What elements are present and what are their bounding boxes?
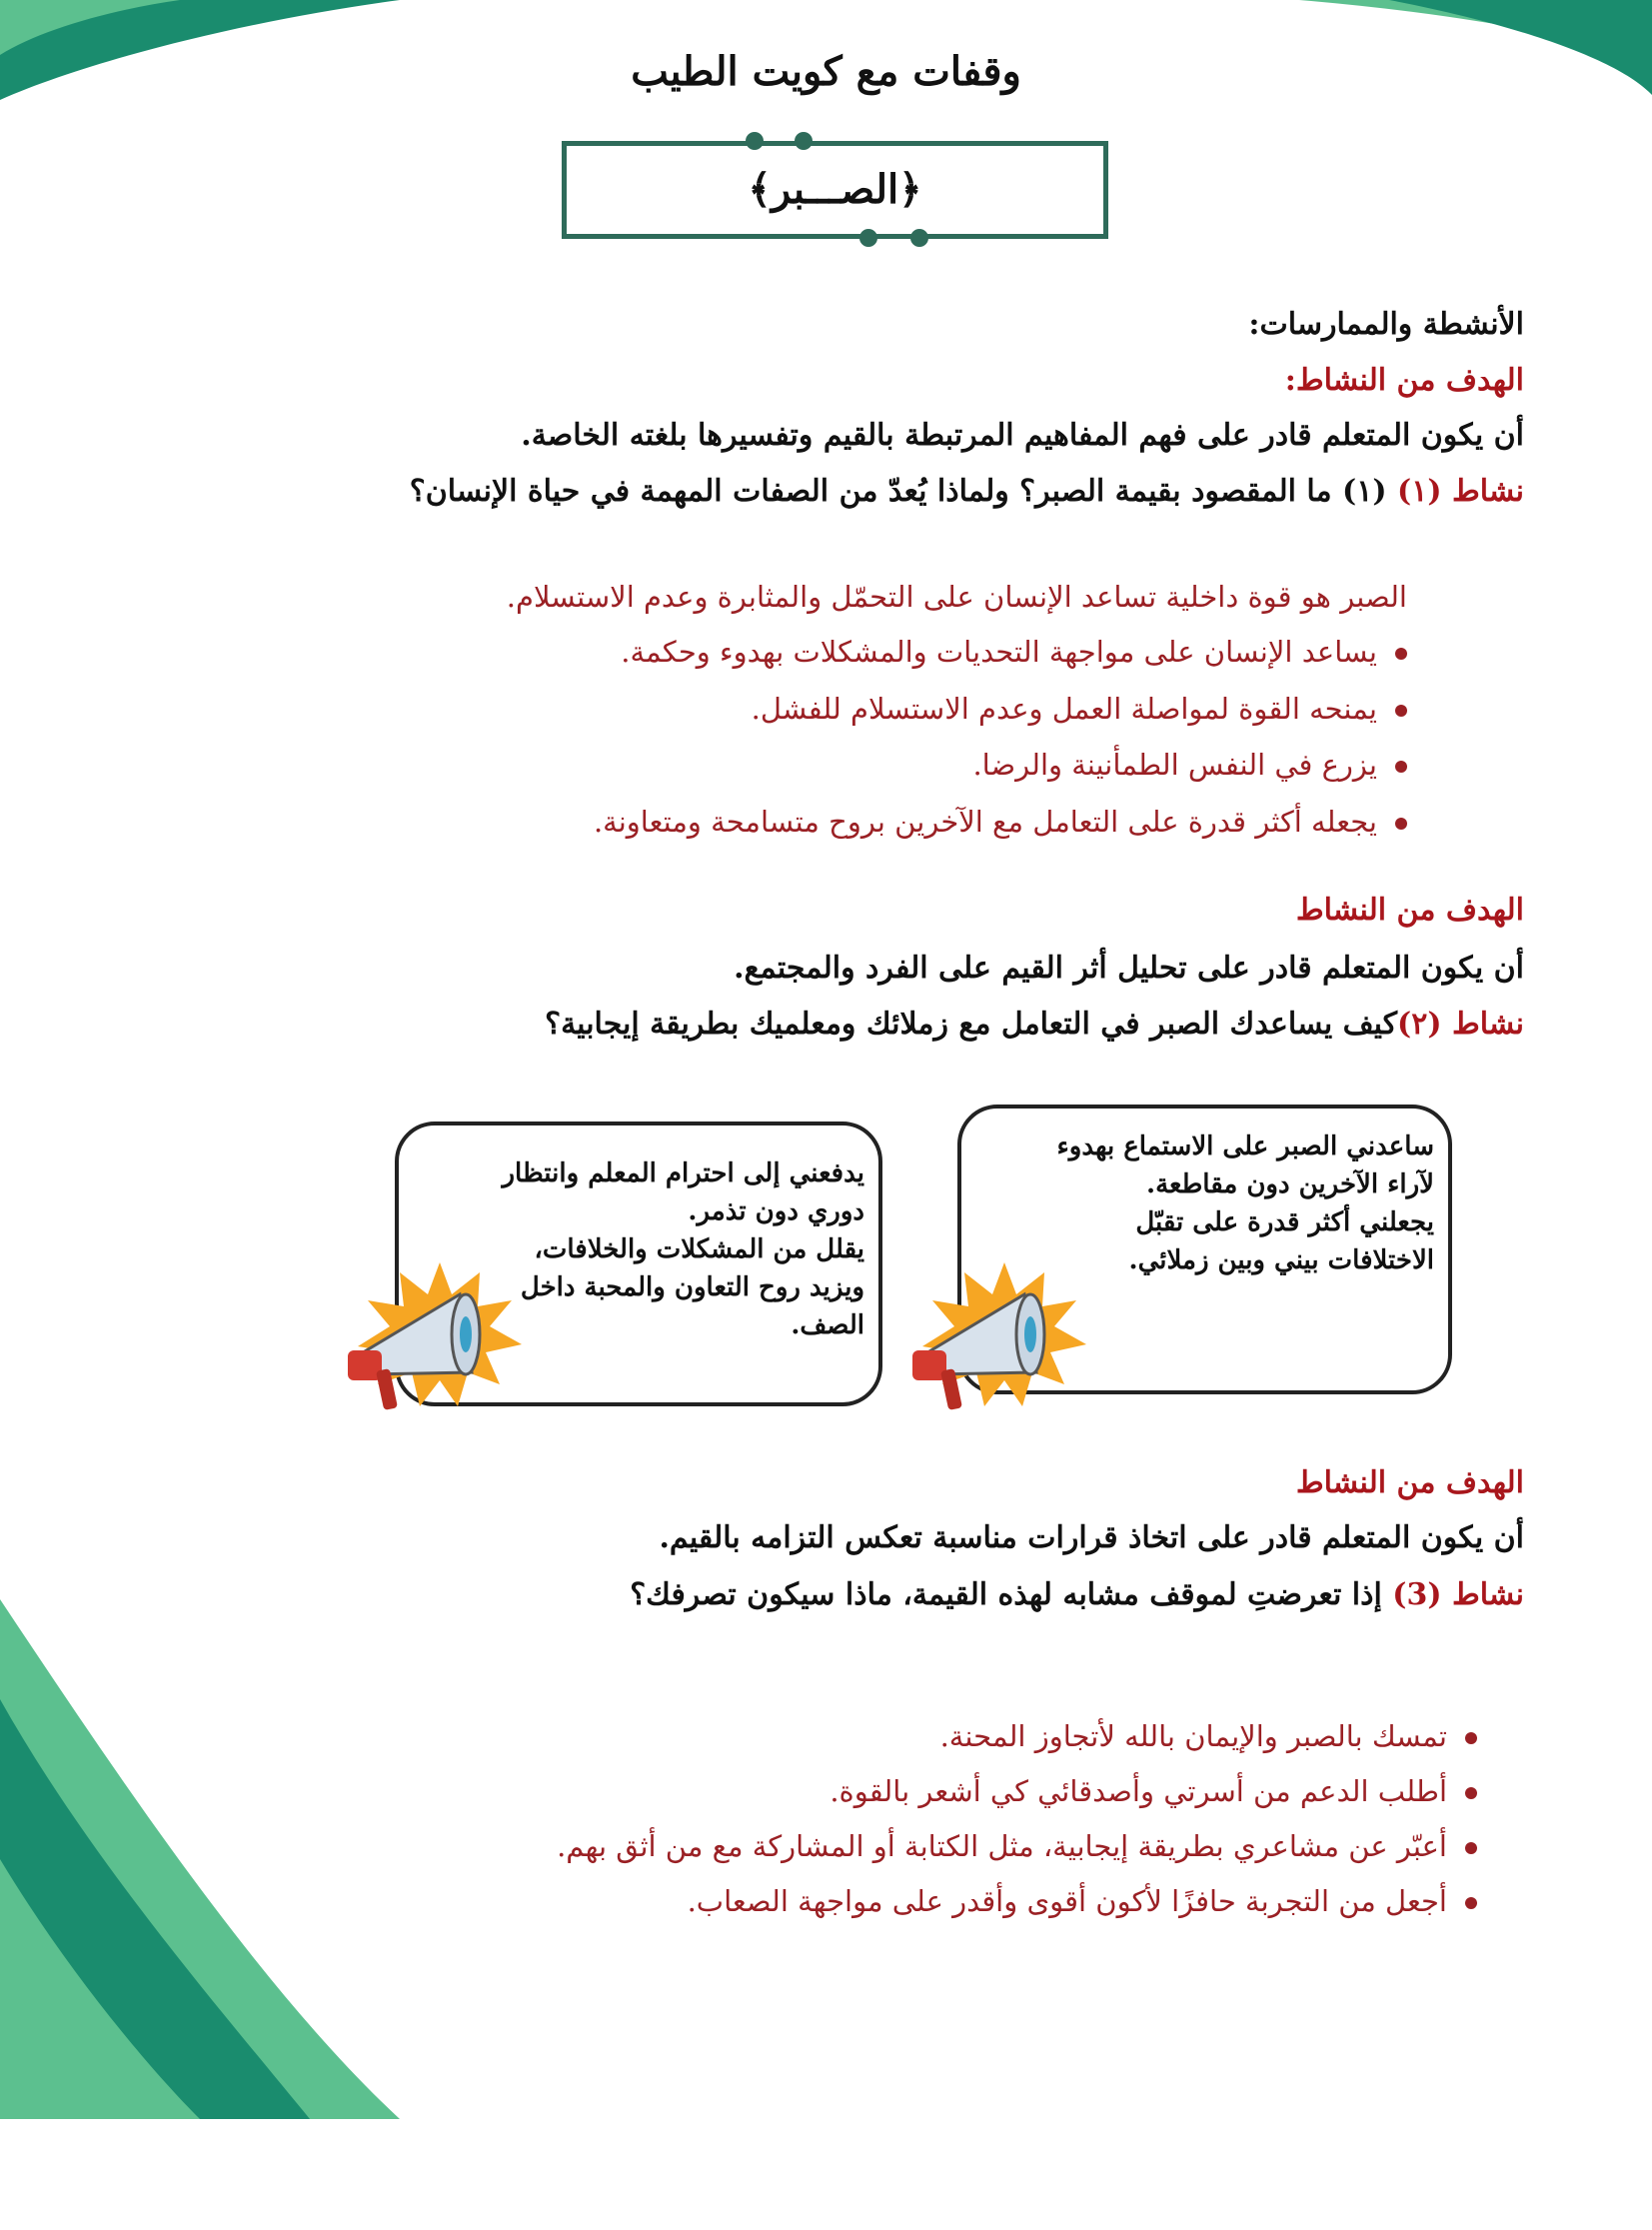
- bullet-icon: [1395, 648, 1407, 660]
- bullet-icon: [1465, 1732, 1477, 1744]
- activity-question: [125, 474, 1524, 509]
- bullet-icon: [1465, 1897, 1477, 1909]
- frame-dot: [795, 132, 813, 150]
- activity-text: إذا تعرضتِ لموقف مشابه لهذه القيمة، ماذا سيكون تصرفك؟: [630, 1577, 1393, 1612]
- activity-label: نشاط (١): [1397, 474, 1524, 509]
- section-heading: الأنشطة والممارسات:: [1248, 307, 1524, 342]
- answer-intro: الصبر هو قوة داخلية تساعد الإنسان على التحمّل والمثابرة وعدم الاستسلام.: [506, 580, 1407, 614]
- list-item: أعبّر عن مشاعري بطريقة إيجابية، مثل الكتابة أو المشاركة مع من أثق بهم.: [557, 1829, 1477, 1863]
- activity-label: نشاط (٢): [1397, 1007, 1524, 1042]
- megaphone-icon: [340, 1254, 540, 1414]
- activity-text: (١) ما المقصود بقيمة الصبر؟ ولماذا يُعدّ من الصفات المهمة في حياة الإنسان؟: [409, 474, 1398, 509]
- goal-text: أن يكون المتعلم قادر على فهم المفاهيم المرتبطة بالقيم وتفسيرها بلغته الخاصة.: [521, 418, 1524, 453]
- list-item: تمسك بالصبر والإيمان بالله لأتجاوز المحنة.: [940, 1719, 1477, 1753]
- page-title: وقفات مع كويت الطيب: [631, 48, 1021, 95]
- list-item: أطلب الدعم من أسرتي وأصدقائي كي أشعر بالقوة.: [829, 1774, 1477, 1808]
- activity-text: كيف يساعدك الصبر في التعامل مع زملائك ومعلميك بطريقة إيجابية؟: [545, 1007, 1398, 1042]
- goal-label: الهدف من النشاط:: [1284, 363, 1524, 398]
- list-item: يساعد الإنسان على مواجهة التحديات والمشكلات بهدوء وحكمة.: [621, 635, 1407, 669]
- activity-label: نشاط (3): [1392, 1577, 1524, 1612]
- list-item: يجعله أكثر قدرة على التعامل مع الآخرين بروح متسامحة ومتعاونة.: [594, 805, 1407, 839]
- goal-text: أن يكون المتعلم قادر على اتخاذ قرارات مناسبة تعكس التزامه بالقيم.: [659, 1520, 1524, 1555]
- activity-question: [125, 1007, 1524, 1042]
- goal-text: أن يكون المتعلم قادر على تحليل أثر القيم على الفرد والمجتمع.: [734, 951, 1524, 986]
- bullet-icon: [1465, 1842, 1477, 1854]
- frame-dot: [746, 132, 764, 150]
- list-item: أجعل من التجربة حافزًا لأكون أقوى وأقدر على مواجهة الصعاب.: [688, 1884, 1477, 1918]
- bullet-icon: [1395, 705, 1407, 717]
- activity-question: [125, 1577, 1524, 1612]
- goal-label: الهدف من النشاط: [1295, 893, 1524, 928]
- bullet-icon: [1465, 1787, 1477, 1799]
- goal-label: الهدف من النشاط: [1295, 1465, 1524, 1500]
- frame-dot: [859, 229, 877, 247]
- bubble-left-text: يدفعني إلى احترام المعلم وانتظار دوري دون تذمر. يقلل من المشكلات والخلافات، ويزيد روح التعاون والمحبة داخل الصف.: [502, 1158, 864, 1340]
- megaphone-icon: [904, 1254, 1104, 1414]
- bullet-icon: [1395, 761, 1407, 773]
- bubble-right-text: ساعدني الصبر على الاستماع بهدوء لآراء الآخرين دون مقاطعة. يجعلني أكثر قدرة على تقبّل الاختلافات بيني وبين زملائي.: [1056, 1131, 1434, 1275]
- list-item: يزرع في النفس الطمأنينة والرضا.: [972, 748, 1407, 782]
- topic-title: ﴿الصـــبر﴾: [748, 166, 922, 213]
- frame-dot: [910, 229, 928, 247]
- list-item: يمنحه القوة لمواصلة العمل وعدم الاستسلام للفشل.: [752, 692, 1407, 726]
- bullet-icon: [1395, 818, 1407, 830]
